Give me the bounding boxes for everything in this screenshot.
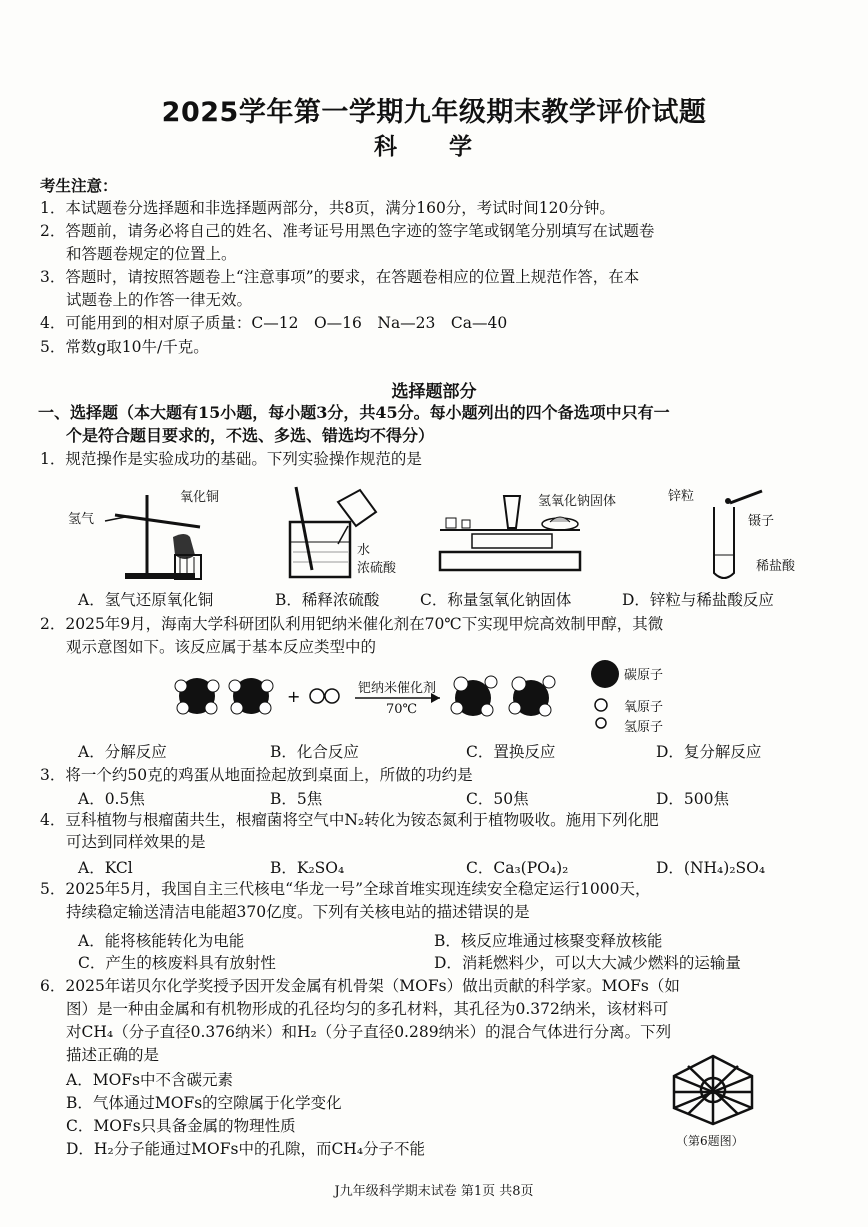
- q3-option-d: D．500焦: [656, 790, 730, 808]
- section-intro-cont: 个是符合题目要求的，不选、多选、错选均不得分）: [66, 426, 435, 445]
- label-water: 水: [357, 543, 371, 558]
- q1-option-d: D．锌粒与稀盐酸反应: [622, 591, 774, 609]
- legend-hydrogen: 氢原子: [624, 720, 664, 735]
- q2-stem-cont: 观示意图如下。该反应属于基本反应类型中的: [66, 638, 377, 656]
- label-naoh-solid: 氢氧化钠固体: [538, 494, 617, 509]
- section-intro: 一、选择题（本大题有15小题，每小题3分，共45分。每小题列出的四个备选项中只有一: [38, 403, 670, 422]
- q1-option-c: C．称量氢氧化钠固体: [420, 591, 572, 609]
- q1-option-b: B．稀释浓硫酸: [275, 591, 380, 609]
- q4-option-b: B．K₂SO₄: [270, 859, 345, 877]
- q2-option-a: A．分解反应: [78, 743, 167, 761]
- notice-item: 4．可能用到的相对原子质量：C—12 O—16 Na—23 Ca—40: [40, 314, 508, 332]
- q3-stem: 3．将一个约50克的鸡蛋从地面捡起放到桌面上，所做的功约是: [40, 766, 473, 784]
- label-conc-sulfuric: 浓硫酸: [357, 561, 397, 576]
- q6-stem-cont: 对CH₄（分子直径0.376纳米）和H₂（分子直径0.289纳米）的混合气体进行分离。下列: [66, 1023, 672, 1041]
- q5-stem-cont: 持续稳定输送清洁电能超370亿度。下列有关核电站的描述错误的是: [66, 903, 530, 921]
- q2-option-d: D．复分解反应: [656, 743, 762, 761]
- notice-item: 1．本试题卷分选择题和非选择题两部分，共8页，满分160分，考试时间120分钟。: [40, 199, 615, 217]
- figure-6-caption: （第6题图）: [676, 1134, 744, 1148]
- label-hydrogen: 氢气: [68, 512, 95, 527]
- temperature-label: 70℃: [386, 702, 418, 717]
- q3-option-b: B．5焦: [270, 790, 323, 808]
- section-title: 选择题部分: [391, 382, 477, 402]
- q1-stem: 1．规范操作是实验成功的基础。下列实验操作规范的是: [40, 450, 422, 468]
- q5-option-c: C．产生的核废料具有放射性: [78, 954, 276, 972]
- notice-item: 3．答题时，请按照答题卷上“注意事项”的要求，在答题卷相应的位置上规范作答，在本: [40, 268, 640, 286]
- legend-oxygen: 氧原子: [624, 700, 664, 715]
- q5-option-d: D．消耗燃料少，可以大大减少燃料的运输量: [434, 954, 741, 972]
- q1-option-a: A．氢气还原氧化铜: [78, 591, 214, 609]
- svg-text:+: +: [287, 687, 301, 706]
- label-copper-oxide: 氧化铜: [180, 490, 220, 505]
- q6-stem-cont: 描述正确的是: [66, 1046, 160, 1064]
- notice-item: 和答题卷规定的位置上。: [66, 245, 237, 263]
- q4-stem: 4．豆科植物与根瘤菌共生，根瘤菌将空气中N₂转化为铵态氮利于植物吸收。施用下列化肥: [40, 811, 659, 829]
- legend-carbon: 碳原子: [624, 668, 664, 683]
- q4-option-c: C．Ca₃(PO₄)₂: [466, 859, 569, 877]
- q6-stem-cont: 图）是一种由金属和有机物形成的孔径均匀的多孔材料，其孔径为0.372纳米，该材料可: [66, 1000, 669, 1018]
- q2-option-b: B．化合反应: [270, 743, 359, 761]
- catalyst-label: 钯纳米催化剂: [358, 681, 437, 696]
- q6-option-b: B．气体通过MOFs的空隙属于化学变化: [66, 1094, 342, 1112]
- label-tweezers: 镊子: [748, 514, 775, 529]
- q2-stem: 2．2025年9月，海南大学科研团队利用钯纳米催化剂在70℃下实现甲烷高效制甲醇，其微: [40, 615, 664, 633]
- subject-title: 科 学: [373, 134, 494, 160]
- q6-option-d: D．H₂分子能通过MOFs中的孔隙，而CH₄分子不能: [66, 1140, 426, 1158]
- q3-option-a: A．0.5焦: [78, 790, 145, 808]
- q5-stem: 5．2025年5月，我国自主三代核电“华龙一号”全球首堆实现连续安全稳定运行1000天，: [40, 880, 651, 898]
- q4-stem-cont: 可达到同样效果的是: [66, 833, 206, 851]
- notice-item: 2．答题前，请务必将自己的姓名、准考证号用黑色字迹的签字笔或钢笔分别填写在试题卷: [40, 222, 655, 240]
- q2-option-c: C．置换反应: [466, 743, 556, 761]
- mofs-structure-figure: [668, 1052, 758, 1128]
- q6-option-a: A．MOFs中不含碳元素: [66, 1071, 233, 1089]
- q4-option-d: D．(NH₄)₂SO₄: [656, 859, 766, 877]
- label-zinc: 锌粒: [668, 489, 695, 504]
- q3-option-c: C．50焦: [466, 790, 529, 808]
- q6-stem: 6．2025年诺贝尔化学奖授予因开发金属有机骨架（MOFs）做出贡献的科学家。MOFs（如: [40, 977, 680, 995]
- q5-option-b: B．核反应堆通过核聚变释放核能: [434, 932, 663, 950]
- q4-option-a: A．KCl: [78, 859, 133, 877]
- notice-item: 5．常数g取10牛/千克。: [40, 338, 209, 356]
- q6-option-c: C．MOFs只具备金属的物理性质: [66, 1117, 296, 1135]
- page-footer: J九年级科学期末试卷 第1页 共8页: [334, 1184, 534, 1199]
- label-dilute-hcl: 稀盐酸: [756, 559, 796, 574]
- exam-title: 2025学年第一学期九年级期末教学评价试题: [161, 97, 707, 128]
- notice-heading: 考生注意：: [40, 176, 118, 195]
- q5-option-a: A．能将核能转化为电能: [78, 932, 245, 950]
- notice-item: 试题卷上的作答一律无效。: [66, 291, 253, 309]
